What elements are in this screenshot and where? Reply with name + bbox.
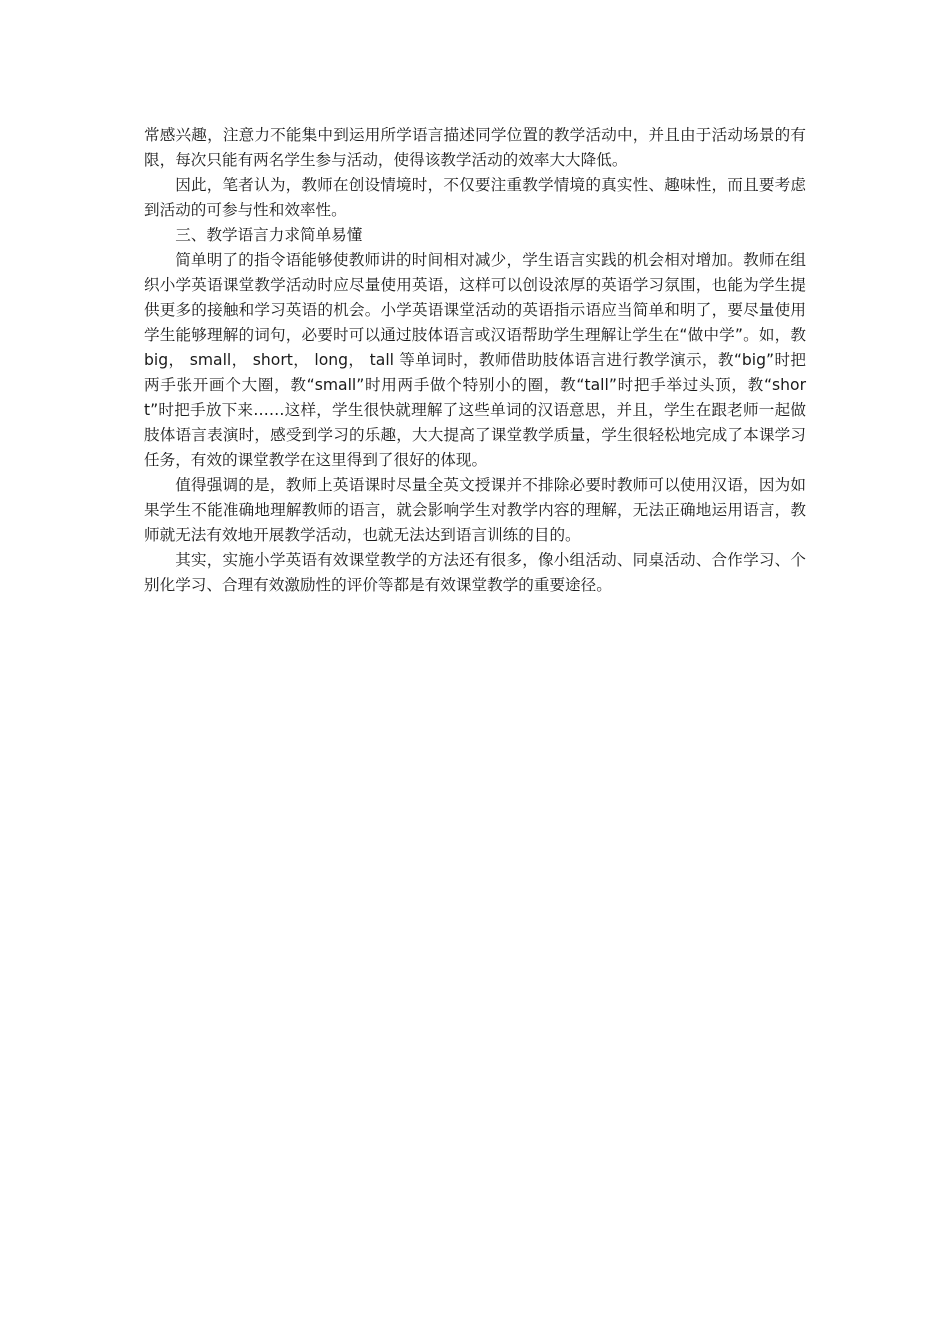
paragraph-summary: 其实，实施小学英语有效课堂教学的方法还有很多，像小组活动、同桌活动、合作学习、个别化学习、合理有效激励性的评价等都是有效课堂教学的重要途径。 [144, 551, 806, 594]
section-heading: 三、教学语言力求简单易懂 [175, 226, 363, 244]
paragraph-emphasis: 值得强调的是，教师上英语课时尽量全英文授课并不排除必要时教师可以使用汉语，因为如果学生不能准确地理解教师的语言，就会影响学生对教学内容的理解，无法正确地运用语言，教师就无法有效地开展教学活动，也就无法达到语言训练的目的。 [144, 476, 806, 544]
paragraph-instruction-language: 简单明了的指令语能够使教师讲的时间相对减少，学生语言实践的机会相对增加。教师在组织小学英语课堂教学活动时应尽量使用英语，这样可以创设浓厚的英语学习氛围，也能为学生提供更多的接触和学习英语的机会。小学英语课堂活动的英语指示语应当简单和明了，要尽量使用学生能够理解的词句，必要时可以通过肢体语言或汉语帮助学生理解让学生在“做中学”。如，教 big， small， short， long， tall 等单词时，教师借助肢体语言进行教学演示，教“big”时把两手张开画个大圈，教“small”时用两手做个特别小的圈，教“tall”时把手举过头顶，教“short”时把手放下来……这样，学生很快就理解了这些单词的汉语意思，并且，学生在跟老师一起做肢体语言表演时，感受到学习的乐趣，大大提高了课堂教学质量，学生很轻松地完成了本课学习任务，有效的课堂教学在这里得到了很好的体现。 [144, 251, 806, 469]
paragraph-continuation: 常感兴趣，注意力不能集中到运用所学语言描述同学位置的教学活动中，并且由于活动场景的有限，每次只能有两名学生参与活动，使得该教学活动的效率大大降低。 [144, 126, 806, 169]
paragraph-conclusion: 因此，笔者认为，教师在创设情境时，不仅要注重教学情境的真实性、趣味性，而且要考虑到活动的可参与性和效率性。 [144, 176, 806, 219]
document-body [144, 123, 806, 598]
